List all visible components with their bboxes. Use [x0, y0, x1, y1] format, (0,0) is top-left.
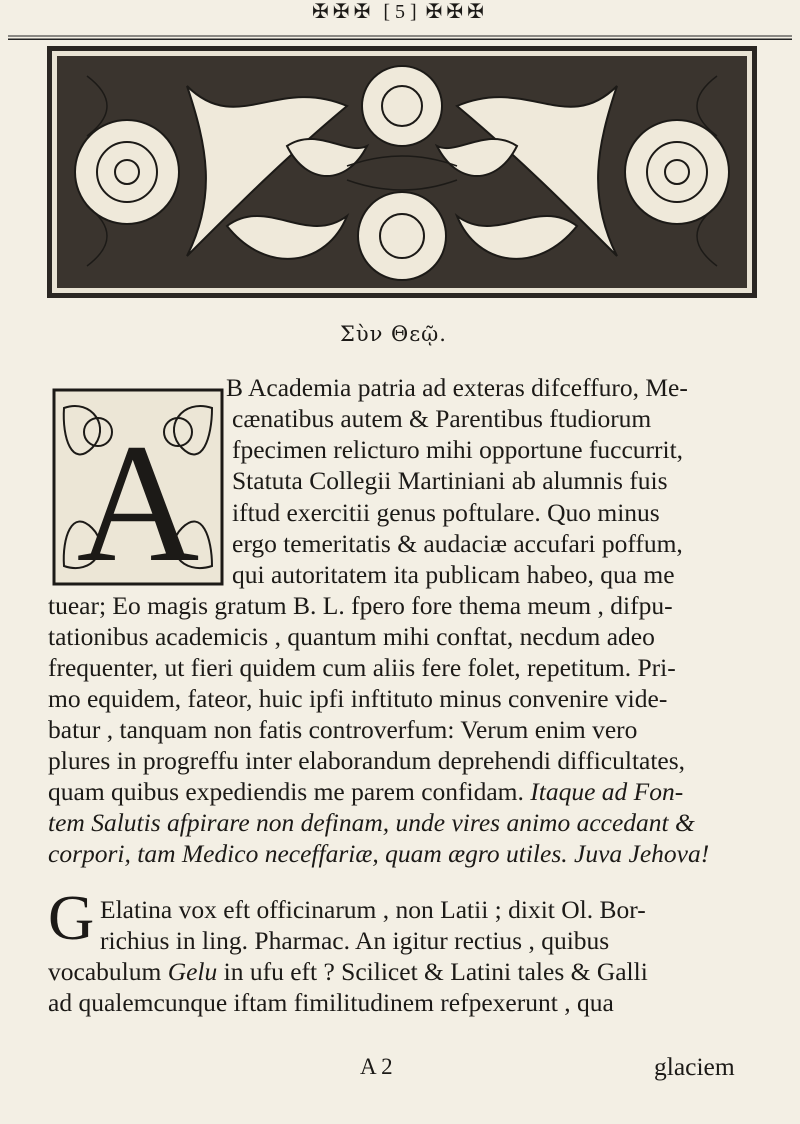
p2-line-1: Elatina vox eft officinarum , non Latii ; dixit Ol. Bor- — [100, 895, 646, 924]
p1-line-12: batur , tanquam non fatis controverfum: Verum enim vero — [48, 715, 638, 744]
p1-line-14-text: quam quibus expediendis me parem confidam. — [48, 777, 524, 806]
header-ornament: ✠✠✠ [ 5 ] ✠✠✠ — [312, 1, 488, 23]
p2-line-3-b: in ufu eft ? Scilicet & Latini tales & Galli — [223, 957, 648, 986]
p1-line-14 — [48, 776, 683, 807]
p2-line-4: ad qualemcunque iftam fimilitudinem refpexerunt , qua — [48, 988, 614, 1017]
p1-line-11: mo equidem, fateor, huic ipfi inftituto minus convenire vide- — [48, 684, 668, 713]
header-ornament-text: [ 5 ] — [383, 1, 417, 23]
p1-line-5: iftud exercitii genus poftulare. Quo minus — [232, 498, 660, 527]
italic-run-1: Itaque ad Fon- — [530, 777, 684, 806]
italic-run-2: tem Salutis afpirare non definam, unde vires animo accedant & — [48, 808, 695, 837]
p2-line-3 — [48, 956, 648, 987]
italic-run-3: corpori, tam Medico neceffariæ, quam ægro utiles. Juva Jehova! — [48, 839, 710, 868]
p1-line-9: tationibus academicis , quantum mihi conftat, necdum adeo — [48, 622, 655, 651]
signature-mark: A 2 — [360, 1054, 393, 1079]
greek-heading: Σὺν Θεῷ. — [340, 322, 447, 346]
p1-line-2: cænatibus autem & Parentibus ftudiorum — [232, 404, 652, 433]
p1-line-6: ergo temeritatis & audaciæ accufari poffum, — [232, 529, 683, 558]
p1-line-3: fpecimen relicturo mihi opportune fuccurrit, — [232, 435, 684, 464]
p2-line-3-italic: Gelu — [167, 957, 218, 986]
drop-initial-g: G — [48, 882, 95, 953]
p1-line-4: Statuta Collegii Martiniani ab alumnis fuis — [232, 466, 668, 495]
p1-line-8: tuear; Eo magis gratum B. L. fpero fore thema meum , difpu- — [48, 591, 673, 620]
p1-line-13: plures in progreffu inter elaborandum deprehendi difficultates, — [48, 746, 686, 775]
p1-line-7: qui autoritatem ita publicam habeo, qua me — [232, 560, 675, 589]
p1-line-1: B Academia patria ad exteras difceffuro, Me- — [226, 373, 688, 402]
p1-line-10: frequenter, ut fieri quidem cum aliis fere folet, repetitum. Pri- — [48, 653, 676, 682]
woodcut-headpiece — [47, 46, 757, 298]
initial-a-letter: A — [76, 409, 200, 586]
p2-line-3-a: vocabulum — [48, 957, 162, 986]
catchword: glaciem — [654, 1052, 735, 1081]
decorated-initial-a — [52, 388, 224, 586]
p2-line-2: richius in ling. Pharmac. An igitur rectius , quibus — [100, 926, 610, 955]
